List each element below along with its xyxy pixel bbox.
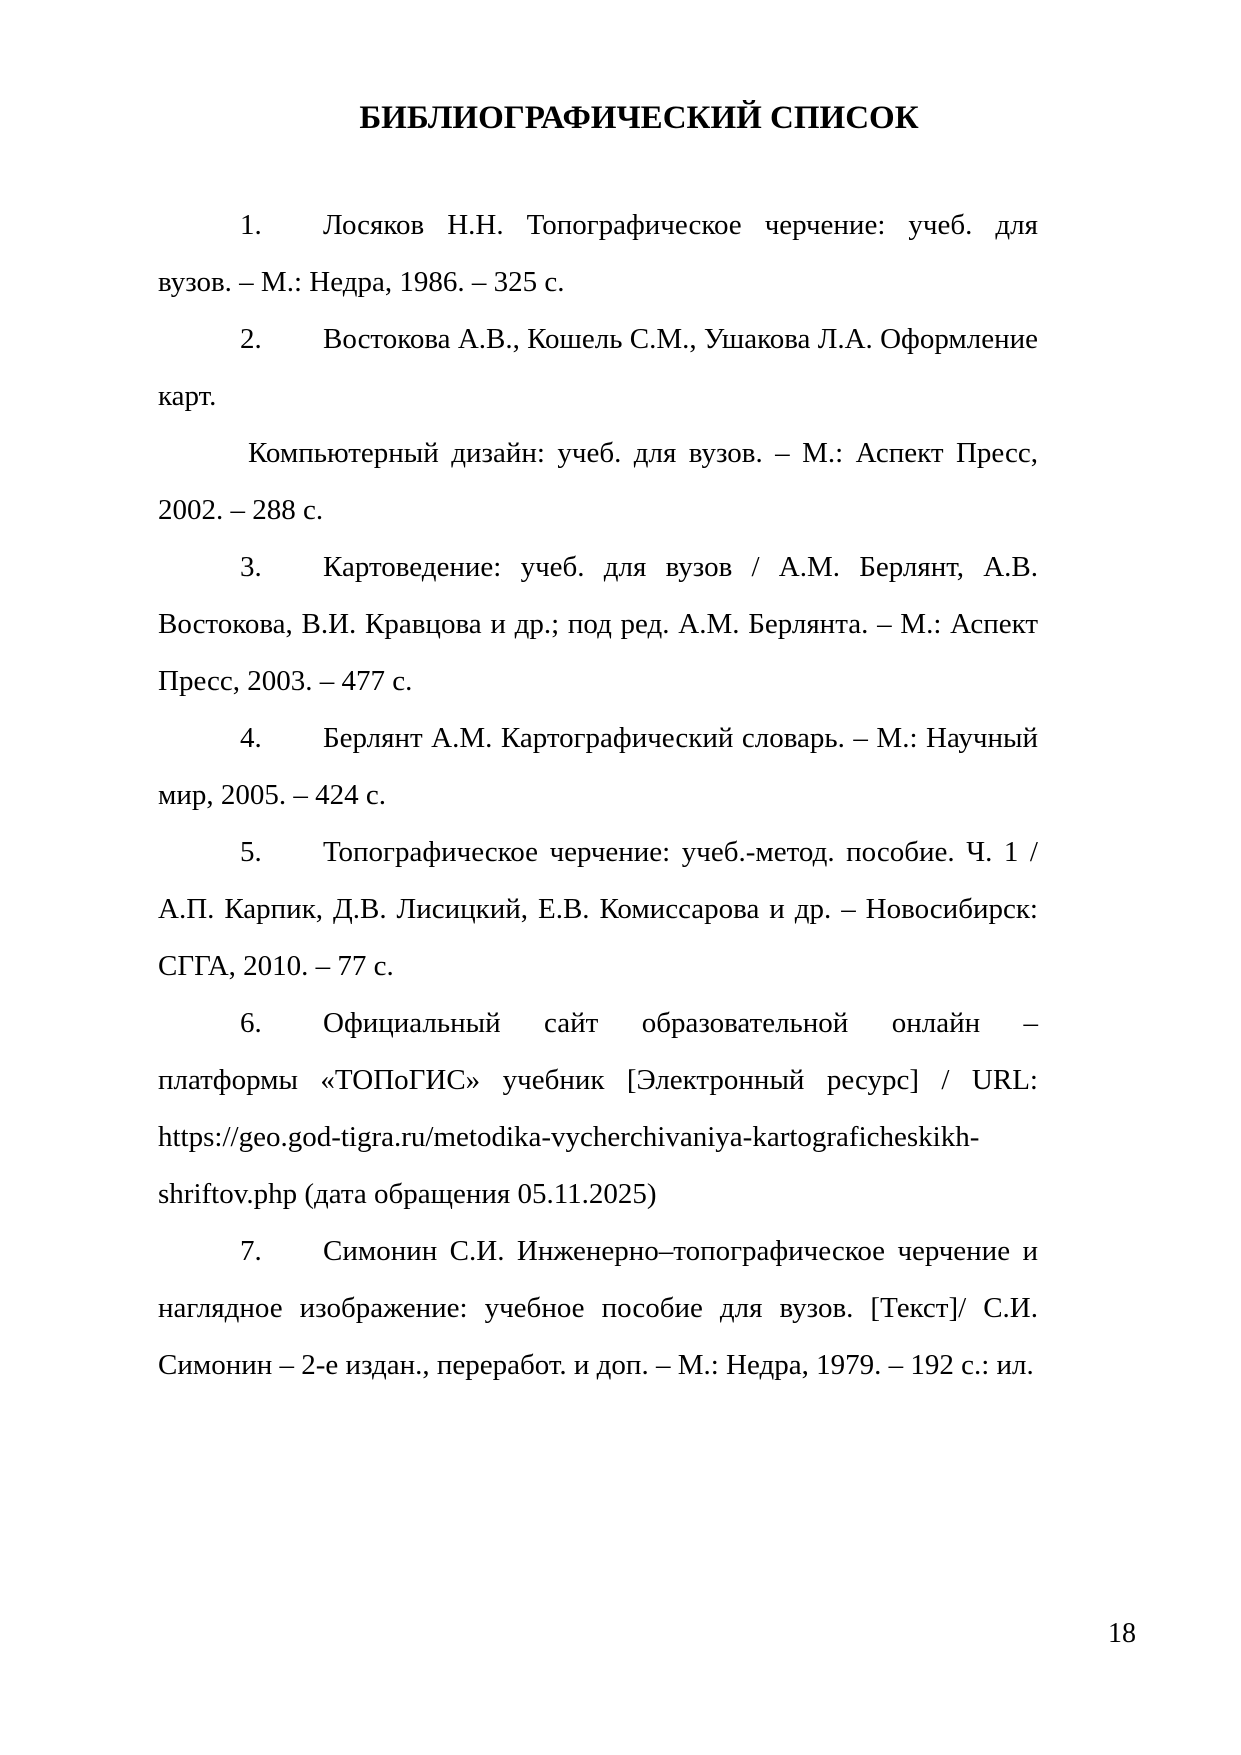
reference-text: Берлянт А.М. Картографический словарь. – М.: Научный мир, 2005. – 424 с.	[158, 722, 1038, 811]
reference-text: Лосяков Н.Н. Топографическое черчение: учеб. для вузов. – М.: Недра, 1986. – 325 с.	[158, 209, 1038, 298]
reference-text: Востокова А.В., Кошель С.М., Ушакова Л.А. Оформление карт.	[158, 323, 1038, 412]
reference-text: Официальный сайт образовательной онлайн – платформы «ТОПоГИС» учебник [Электронный ресурс] / URL: https://geo.god-tigra.ru/metodika-vycherchivaniya-kartograficheskikh-shriftov.php (дата обращения 05.11.2025)	[158, 1007, 1038, 1210]
reference-number: 5.	[240, 836, 262, 868]
page-number: 18	[1108, 1618, 1136, 1649]
reference-list	[158, 197, 1038, 1394]
reference-text: Картоведение: учеб. для вузов / А.М. Берлянт, А.В. Востокова, В.И. Кравцова и др.; под ред. А.М. Берлянта. – М.: Аспект Пресс, 2003. – 477 с.	[158, 551, 1038, 697]
reference-item	[158, 197, 1038, 311]
reference-item	[158, 824, 1038, 995]
reference-number: 1.	[240, 209, 262, 241]
reference-text: Симонин С.И. Инженерно–топографическое черчение и наглядное изображение: учебное пособие для вузов. [Текст]/ С.И. Симонин – 2-е издан., переработ. и доп. – М.: Недра, 1979. – 192 с.: ил.	[158, 1235, 1038, 1381]
reference-item	[158, 539, 1038, 710]
reference-item	[158, 995, 1038, 1223]
reference-text: Топографическое черчение: учеб.-метод. пособие. Ч. 1 / А.П. Карпик, Д.В. Лисицкий, Е.В. Комиссарова и др. – Новосибирск: СГГА, 2010. – 77 с.	[158, 836, 1038, 982]
reference-number: 2.	[240, 323, 262, 355]
reference-item	[158, 311, 1038, 425]
reference-item	[158, 710, 1038, 824]
reference-item	[158, 1223, 1038, 1394]
reference-number: 4.	[240, 722, 262, 754]
document-content	[158, 90, 1038, 1394]
reference-number: 3.	[240, 551, 262, 583]
page-title: БИБЛИОГРАФИЧЕСКИЙ СПИСОК	[359, 100, 919, 136]
reference-number: 7.	[240, 1235, 262, 1267]
reference-number: 6.	[240, 1007, 262, 1039]
reference-continuation: Компьютерный дизайн: учеб. для вузов. – М.: Аспект Пресс, 2002. – 288 с.	[158, 437, 1038, 526]
